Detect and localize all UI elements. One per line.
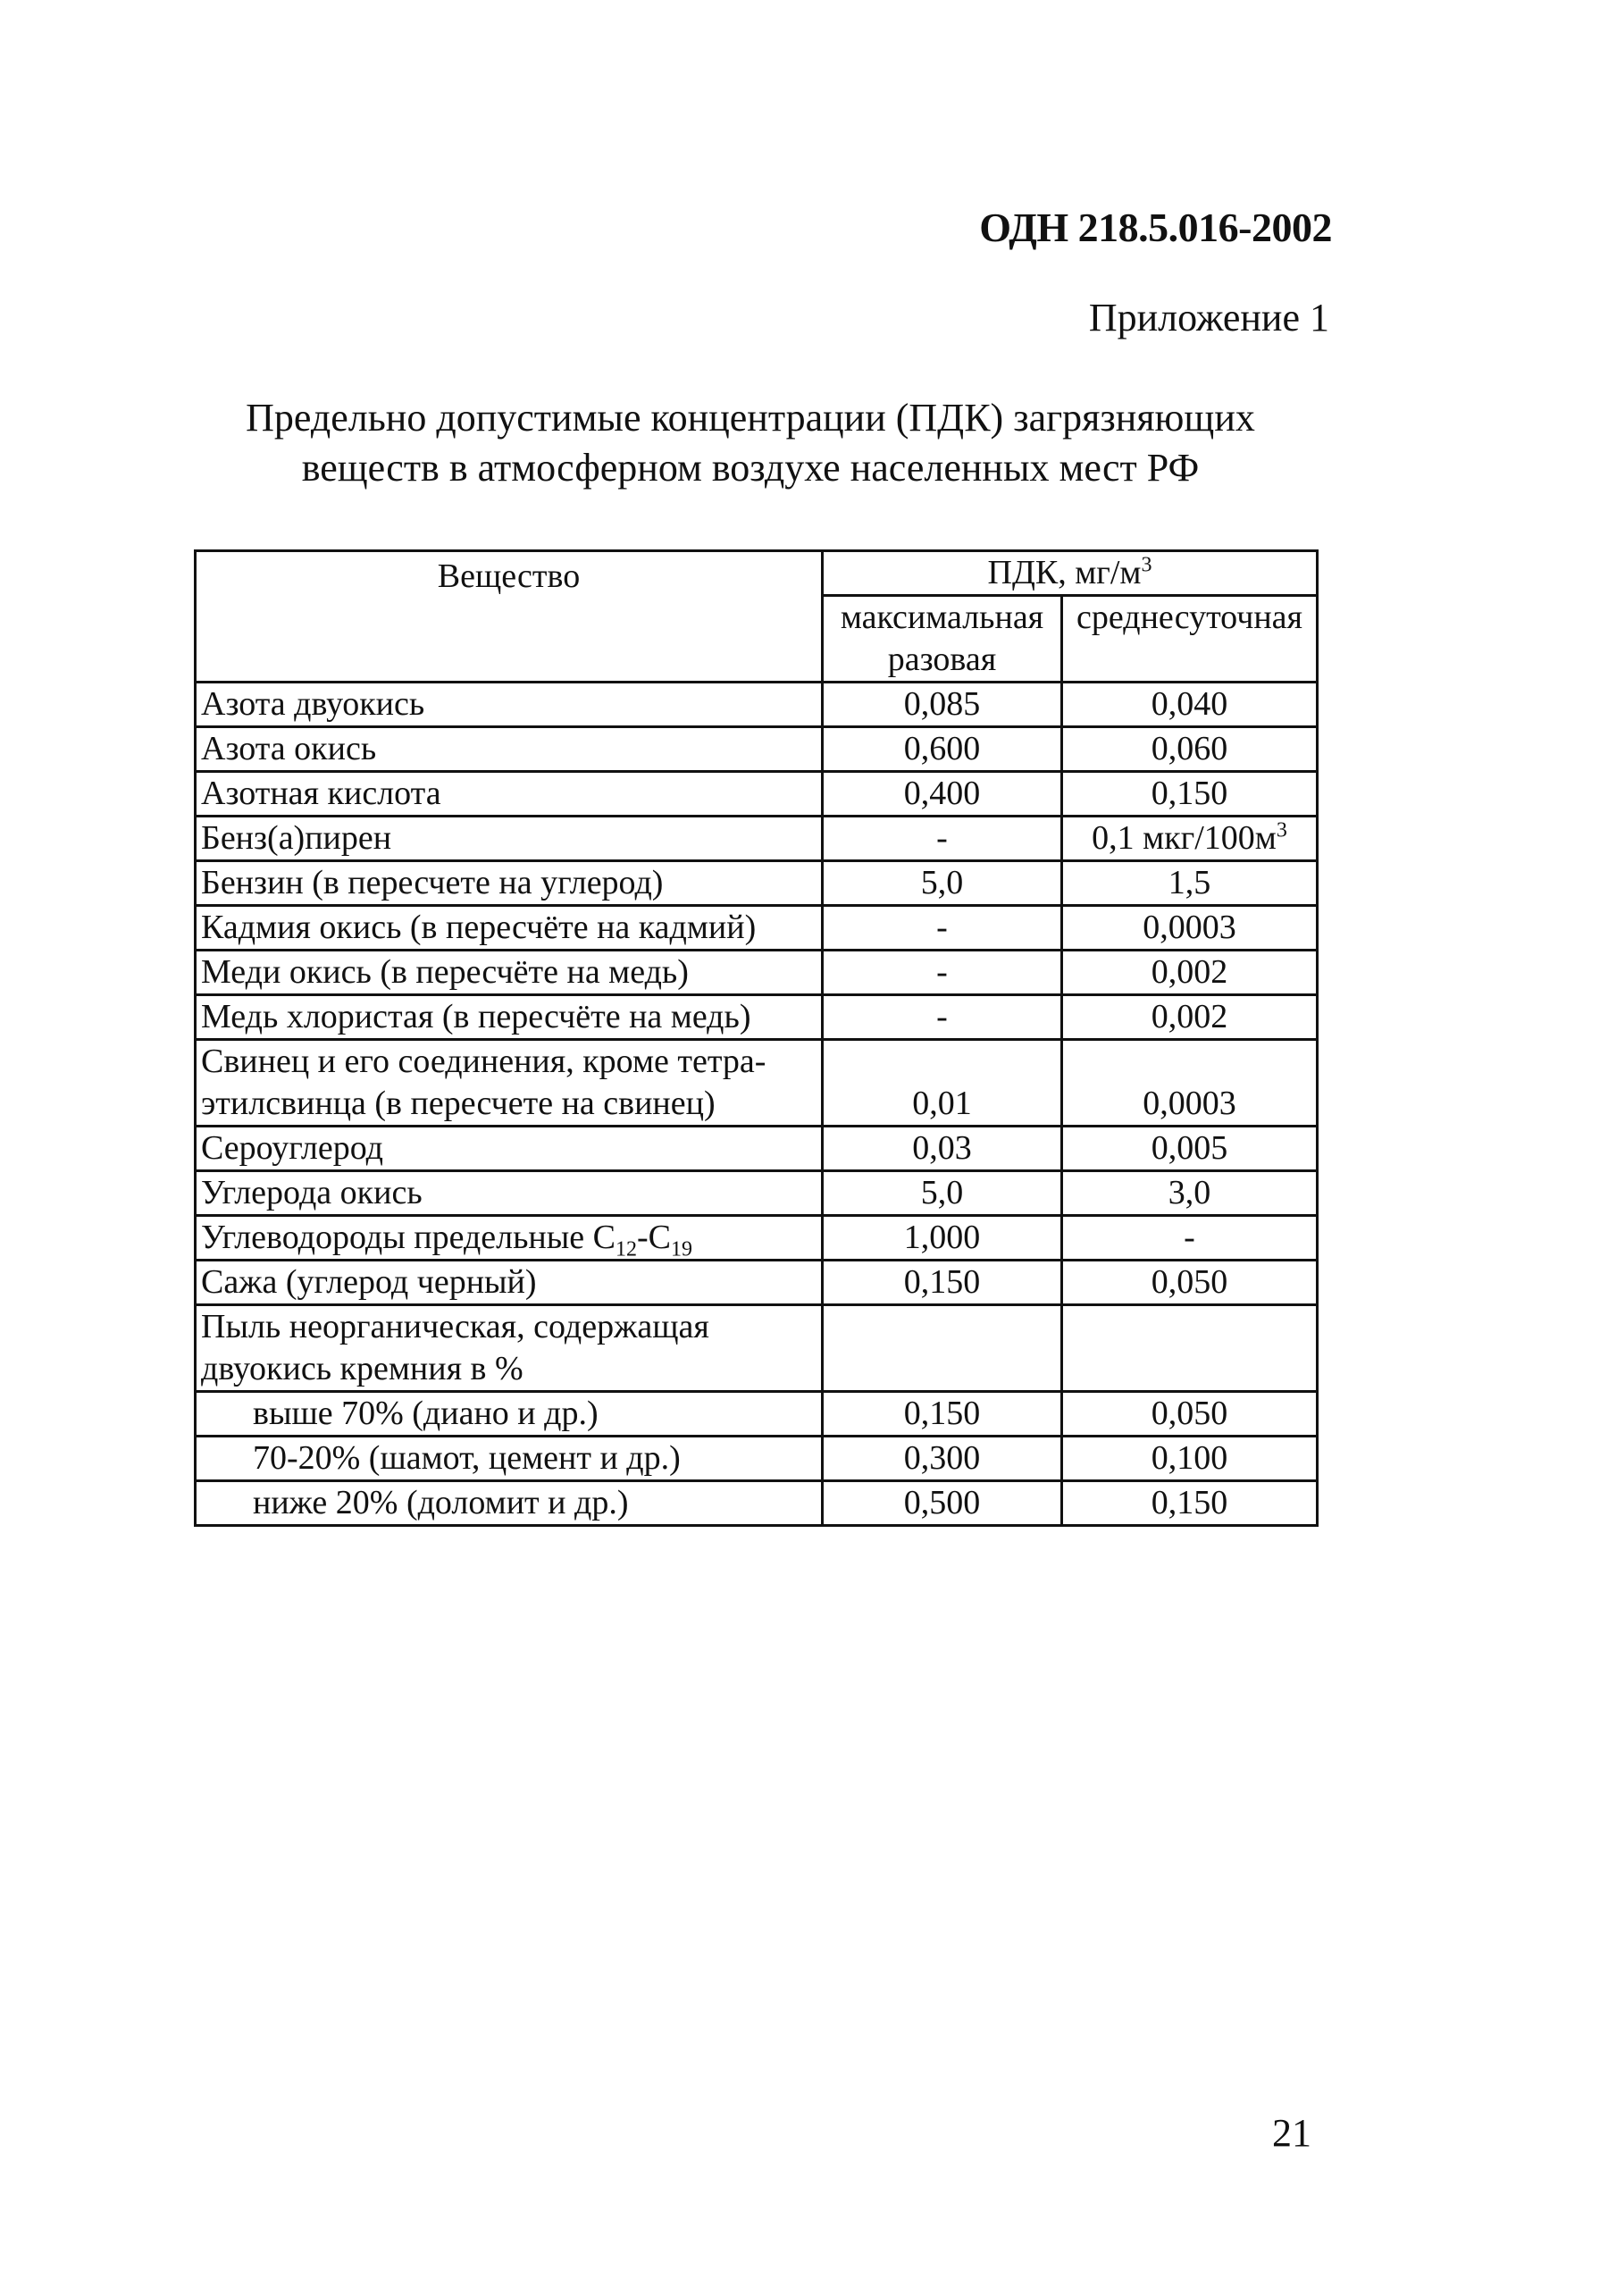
max-value: 0,03: [823, 1127, 1062, 1171]
title-line-1: Предельно допустимые концентрации (ПДК) загрязняющих: [246, 396, 1255, 440]
table-row: [196, 772, 1318, 817]
substance-name: выше 70% (диано и др.): [196, 1392, 823, 1437]
avg-value: [1062, 1305, 1318, 1392]
max-value: 0,01: [823, 1040, 1062, 1127]
substance-name-line-1: Свинец и его соединения, кроме тетра-: [201, 1043, 766, 1080]
substance-name: [196, 1305, 823, 1392]
max-value: 0,600: [823, 727, 1062, 772]
header-substance: Вещество: [196, 551, 823, 683]
avg-value: -: [1062, 1216, 1318, 1261]
header-pdk-text: ПДК, мг/м: [987, 554, 1142, 591]
table-row: [196, 1040, 1318, 1127]
table-title: [179, 393, 1322, 494]
table-row: [196, 1481, 1318, 1526]
header-daily-average: среднесуточная: [1062, 596, 1318, 683]
substance-name: ниже 20% (доломит и др.): [196, 1481, 823, 1526]
max-value: 5,0: [823, 861, 1062, 906]
substance-name: Сероуглерод: [196, 1127, 823, 1171]
formula-sub-2: 19: [671, 1237, 693, 1261]
table-row: [196, 1261, 1318, 1305]
formula-mid: -С: [637, 1219, 672, 1256]
avg-value: 0,0003: [1062, 906, 1318, 951]
doc-code: ОДН 218.5.016-2002: [979, 205, 1332, 250]
substance-name: Азота окись: [196, 727, 823, 772]
table-row: [196, 995, 1318, 1040]
substance-name-line-2: этилсвинца (в пересчете на свинец): [201, 1085, 716, 1122]
max-value: -: [823, 951, 1062, 995]
avg-value: 0,002: [1062, 995, 1318, 1040]
avg-value: 3,0: [1062, 1171, 1318, 1216]
substance-name: Углерода окись: [196, 1171, 823, 1216]
table-row: [196, 817, 1318, 861]
table-row: [196, 683, 1318, 727]
max-value: 5,0: [823, 1171, 1062, 1216]
header-row: [196, 551, 1318, 596]
table-row: [196, 1216, 1318, 1261]
substance-name-text: Углеводороды предельные С: [201, 1219, 616, 1256]
max-value: 0,150: [823, 1261, 1062, 1305]
max-value: [823, 1305, 1062, 1392]
header-pdk: [823, 551, 1318, 596]
avg-value: 0,050: [1062, 1392, 1318, 1437]
max-value: -: [823, 817, 1062, 861]
substance-name: Бенз(а)пирен: [196, 817, 823, 861]
avg-value: 0,060: [1062, 727, 1318, 772]
max-value: 0,500: [823, 1481, 1062, 1526]
avg-value: 0,050: [1062, 1261, 1318, 1305]
table-row: [196, 1171, 1318, 1216]
max-value: 1,000: [823, 1216, 1062, 1261]
substance-name: Азота двуокись: [196, 683, 823, 727]
avg-value-sup: 3: [1276, 818, 1287, 842]
table-row: [196, 1437, 1318, 1481]
substance-name: Бензин (в пересчете на углерод): [196, 861, 823, 906]
table-row: [196, 906, 1318, 951]
max-value: 0,400: [823, 772, 1062, 817]
substance-name: Азотная кислота: [196, 772, 823, 817]
page-number: 21: [1272, 2111, 1311, 2155]
substance-name: [196, 1216, 823, 1261]
avg-value-text: 0,1 мкг/100м: [1092, 819, 1277, 857]
table-row: [196, 1127, 1318, 1171]
avg-value: [1062, 817, 1318, 861]
table-row: [196, 727, 1318, 772]
substance-name: Сажа (углерод черный): [196, 1261, 823, 1305]
title-line-2: веществ в атмосферном воздухе населенных мест РФ: [301, 446, 1200, 490]
max-value: 0,150: [823, 1392, 1062, 1437]
avg-value: 0,150: [1062, 772, 1318, 817]
substance-name-line-1: Пыль неорганическая, содержащая: [201, 1308, 709, 1345]
avg-value: 0,040: [1062, 683, 1318, 727]
avg-value: 1,5: [1062, 861, 1318, 906]
formula-sub-1: 12: [616, 1237, 638, 1261]
pdk-table: [194, 549, 1319, 1527]
max-value: -: [823, 906, 1062, 951]
table-row: [196, 951, 1318, 995]
substance-name: 70-20% (шамот, цемент и др.): [196, 1437, 823, 1481]
substance-name-line-2: двуокись кремния в %: [201, 1350, 523, 1387]
appendix-label: Приложение 1: [1088, 296, 1329, 339]
substance-name: Меди окись (в пересчёте на медь): [196, 951, 823, 995]
table-row: [196, 861, 1318, 906]
header-max-single: максимальная разовая: [823, 596, 1062, 683]
avg-value: 0,150: [1062, 1481, 1318, 1526]
max-value: -: [823, 995, 1062, 1040]
avg-value: 0,002: [1062, 951, 1318, 995]
substance-name: Медь хлористая (в пересчёте на медь): [196, 995, 823, 1040]
max-value: 0,085: [823, 683, 1062, 727]
avg-value: 0,0003: [1062, 1040, 1318, 1127]
table-row: [196, 1392, 1318, 1437]
avg-value: 0,100: [1062, 1437, 1318, 1481]
substance-name: Кадмия окись (в пересчёте на кадмий): [196, 906, 823, 951]
avg-value: 0,005: [1062, 1127, 1318, 1171]
header-pdk-sup: 3: [1141, 553, 1152, 577]
table-row: [196, 1305, 1318, 1392]
max-value: 0,300: [823, 1437, 1062, 1481]
substance-name: [196, 1040, 823, 1127]
